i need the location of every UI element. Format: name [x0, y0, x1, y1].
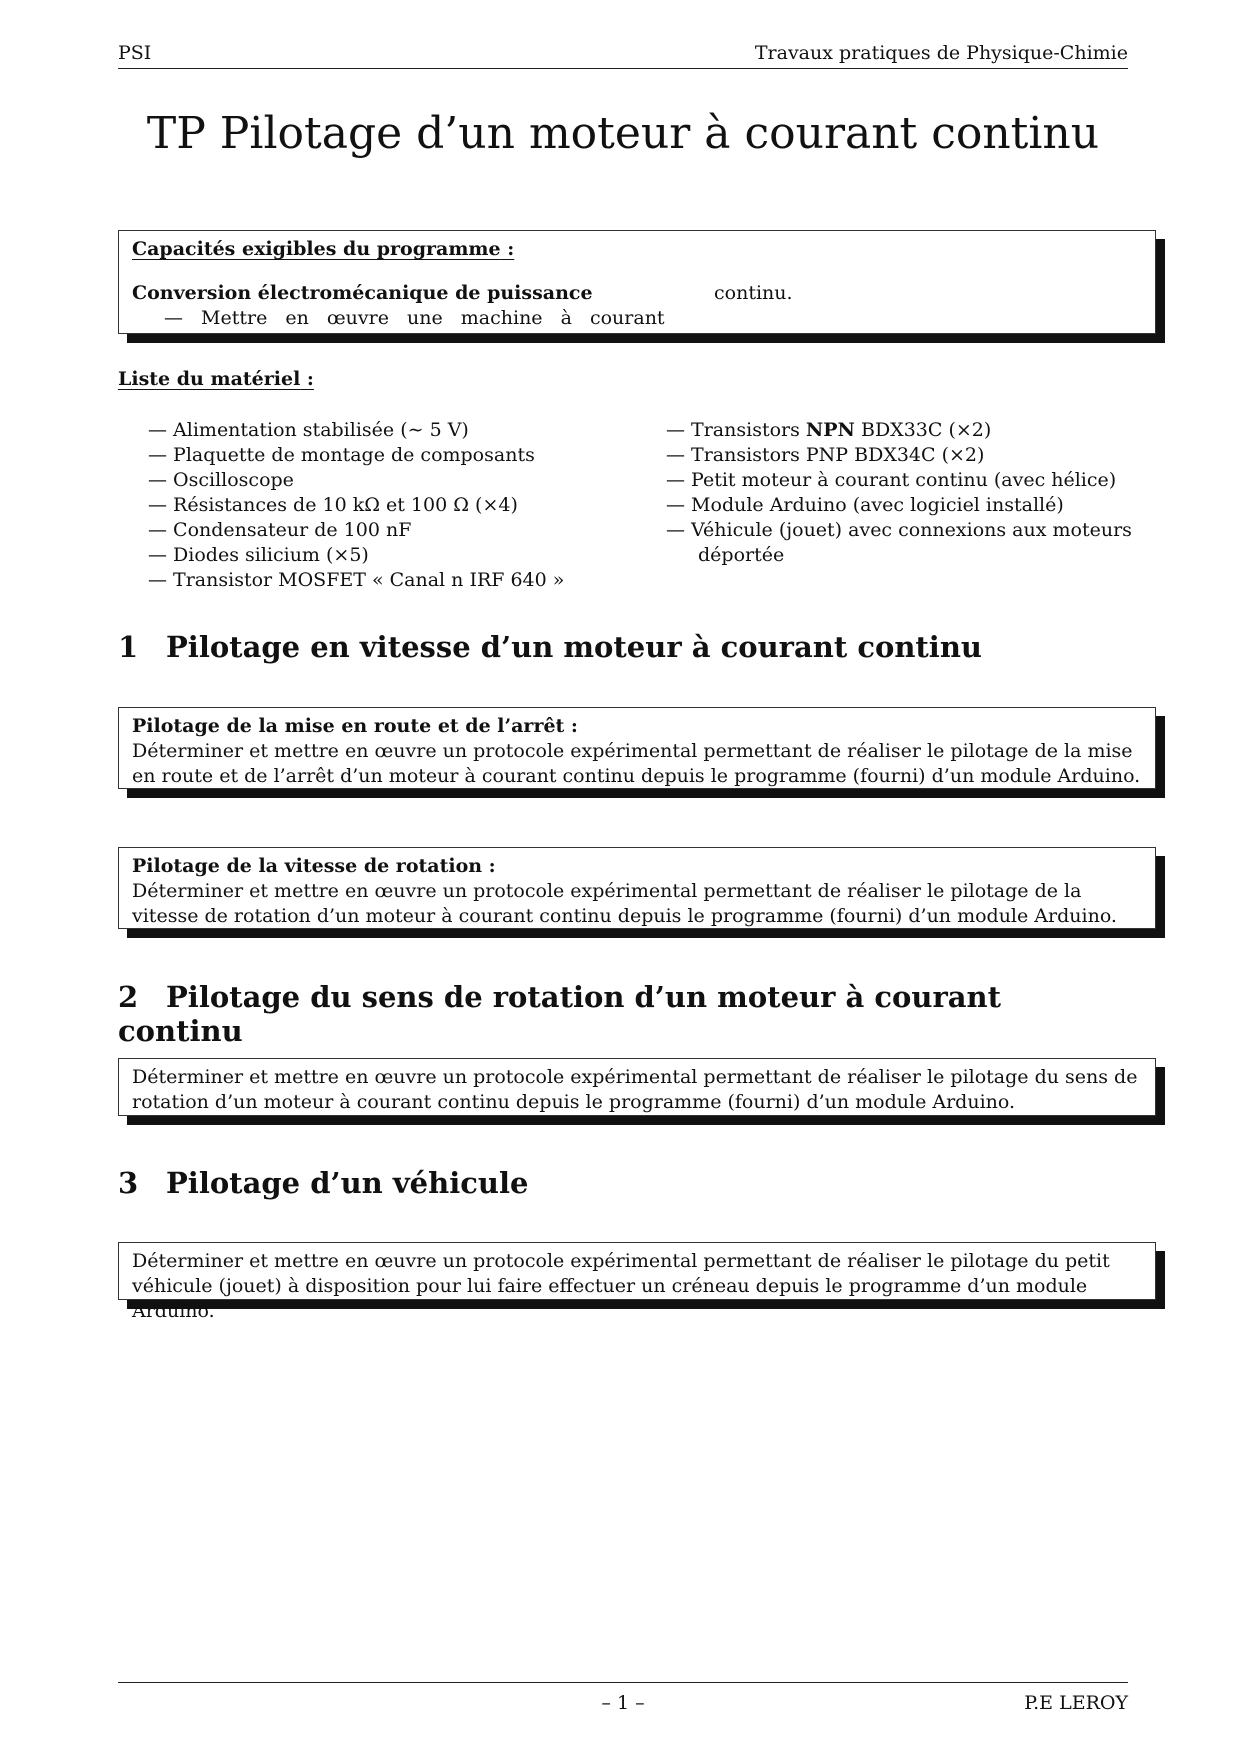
section-title: Pilotage en vitesse d’un moteur à courant continu [166, 630, 982, 664]
materiel-heading [118, 368, 314, 390]
capacites-heading-text: Capacités exigibles du programme [132, 238, 501, 260]
section-2-heading [118, 980, 1128, 1048]
materiel-list-left [148, 418, 648, 593]
section-number: 3 [118, 1166, 139, 1200]
capacites-box [118, 230, 1156, 334]
section-3-heading [118, 1166, 528, 1200]
box-title: Pilotage de la mise en route et de l’arrêt : [132, 715, 578, 737]
materiel-item: — Oscilloscope [148, 468, 648, 493]
header-course: PSI [118, 42, 152, 64]
npn-bold: NPN [805, 419, 855, 441]
running-header [118, 42, 1128, 69]
capacites-subject: Conversion électromécanique de puissance [132, 282, 593, 304]
mise-en-route-box [118, 707, 1156, 789]
materiel-item: — Véhicule (jouet) avec connexions aux moteurs déportée [666, 518, 1136, 568]
npn-prefix: Transistors [691, 419, 806, 441]
footer-rule [118, 1682, 1128, 1683]
materiel-item: — Transistors PNP BDX34C (×2) [666, 443, 1136, 468]
document-page [118, 0, 1141, 1754]
vitesse-box [118, 847, 1156, 929]
materiel-item: — Résistances de 10 kΩ et 100 Ω (×4) [148, 493, 648, 518]
sens-rotation-box [118, 1058, 1156, 1116]
materiel-item: — Petit moteur à courant continu (avec hélice) [666, 468, 1136, 493]
capacites-heading [132, 237, 1142, 262]
materiel-item: — Alimentation stabilisée (∼ 5 V) [148, 418, 648, 443]
materiel-item: — Condensateur de 100 nF [148, 518, 648, 543]
npn-suffix: BDX33C (×2) [854, 419, 992, 441]
section-number: 1 [118, 630, 139, 664]
page-number: – 1 – [601, 1692, 645, 1714]
box-text: Déterminer et mettre en œuvre un protocole expérimental permettant de réaliser le pilotage du sens de rotation d’un moteur à courant continu depuis le programme (fourni) d’un module Arduino. [132, 1066, 1138, 1113]
materiel-item: — Module Arduino (avec logiciel installé) [666, 493, 1136, 518]
capacites-heading-colon: : [500, 238, 515, 260]
section-title: Pilotage d’un véhicule [166, 1166, 529, 1200]
materiel-item: — Diodes silicium (×5) [148, 543, 648, 568]
box-text: Déterminer et mettre en œuvre un protocole expérimental permettant de réaliser le pilotage de la vitesse de rotation d’un moteur à courant continu depuis le programme (fourni) d’un module Arduino. [132, 880, 1117, 927]
document-title: TP Pilotage d’un moteur à courant continu [146, 108, 1100, 159]
capacites-item: — Mettre en œuvre une machine à courant [164, 307, 665, 329]
footer-author: P.E LEROY [1024, 1692, 1128, 1714]
materiel-list-right [666, 418, 1136, 568]
box-text: Déterminer et mettre en œuvre un protocole expérimental permettant de réaliser le pilotage du petit véhicule (jouet) à disposition pour lui faire effectuer un créneau depuis le programme d’un module Arduino. [132, 1250, 1110, 1322]
materiel-item: — Transistor MOSFET « Canal n IRF 640 » [148, 568, 648, 593]
capacites-item-end: continu. [714, 282, 793, 304]
materiel-heading-text: Liste du matériel [118, 368, 301, 390]
section-number: 2 [118, 980, 139, 1014]
header-subject: Travaux pratiques de Physique-Chimie [754, 42, 1128, 64]
materiel-heading-colon: : [300, 368, 314, 390]
vehicule-box [118, 1242, 1156, 1322]
box-title: Pilotage de la vitesse de rotation : [132, 855, 496, 877]
box-text: Déterminer et mettre en œuvre un protocole expérimental permettant de réaliser le pilotage de la mise en route et de l’arrêt d’un moteur à courant continu depuis le programme (fourni) d’un module Arduino. [132, 740, 1141, 787]
section-1-heading [118, 630, 982, 664]
materiel-item: — Plaquette de montage de composants [148, 443, 648, 468]
section-title: Pilotage du sens de rotation d’un moteur à courant continu [118, 980, 1001, 1048]
materiel-item-npn [666, 418, 1136, 443]
